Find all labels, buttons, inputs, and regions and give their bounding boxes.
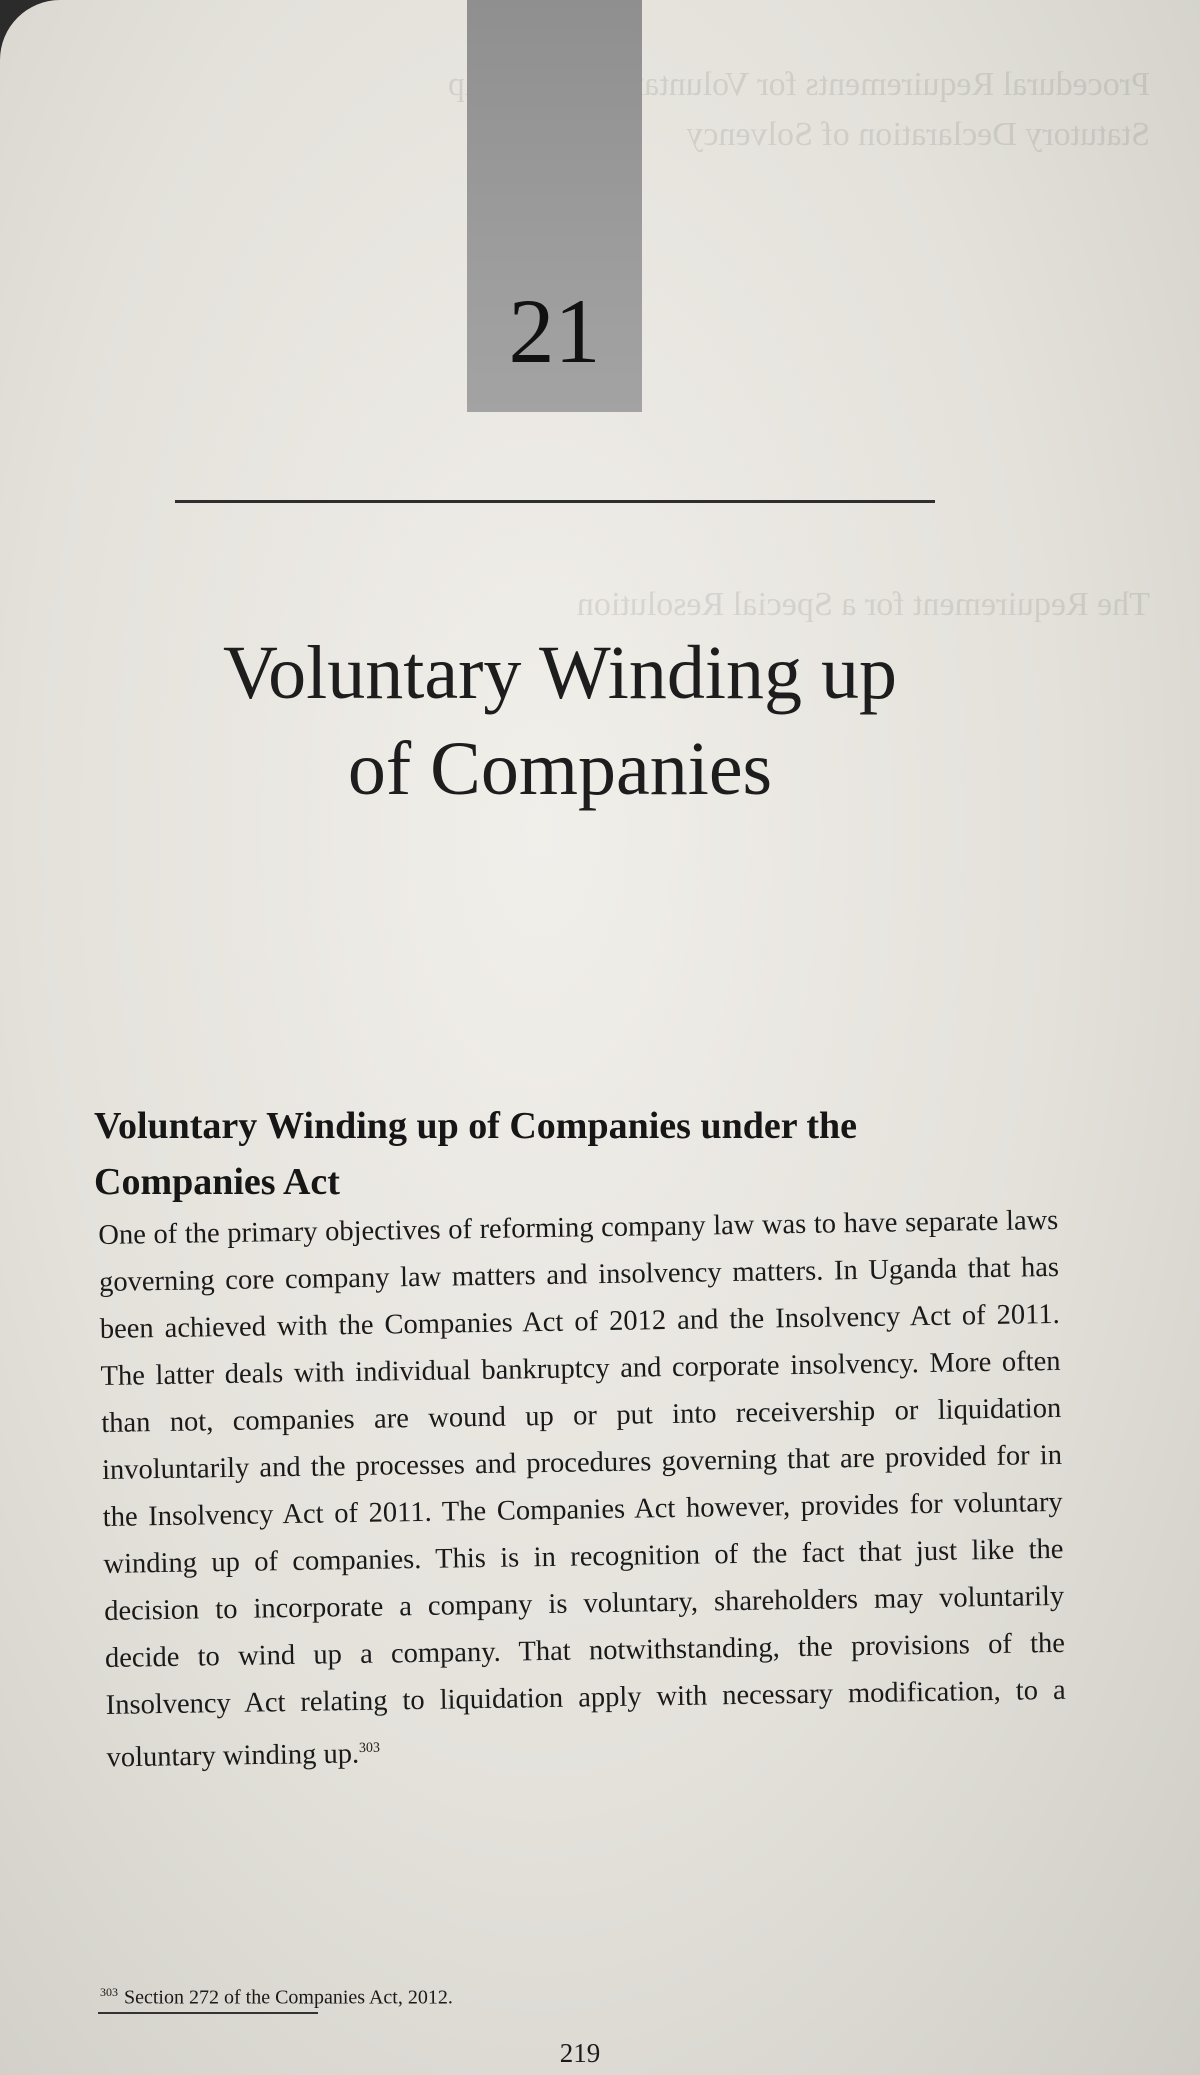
bleed-through-line: Statutory Declaration of Solvency — [686, 116, 1150, 153]
section-heading-line-1: Voluntary Winding up of Companies under the — [94, 1105, 858, 1147]
chapter-title-line-1: Voluntary Winding up — [223, 631, 897, 715]
chapter-title — [120, 625, 1000, 817]
section-heading — [94, 1098, 1034, 1210]
page-number: 219 — [559, 2038, 601, 2068]
bleed-through-line: Procedural Requirements for Voluntary Winding up — [447, 66, 1150, 103]
title-divider — [175, 500, 935, 503]
chapter-title-line-2: of Companies — [347, 727, 773, 811]
footnote-text: Section 272 of the Companies Act, 2012. — [124, 1986, 453, 2009]
footnote-number: 303 — [100, 1985, 118, 1999]
chapter-number: 21 — [508, 280, 601, 382]
bleed-through-text — [250, 60, 1150, 630]
bleed-through-line: The Requirement for a Special Resolution — [576, 586, 1150, 623]
footnote-divider — [98, 2012, 318, 2014]
footnote — [100, 1985, 800, 2010]
body-paragraph — [98, 1197, 1067, 1782]
footnote-reference[interactable]: 303 — [358, 1740, 381, 1756]
section-heading-line-2: Companies Act — [94, 1161, 340, 1203]
body-paragraph-text: One of the primary objectives of reforming company law was to have separate laws governing core company law matters and insolvency matters. In Uganda that has been achieved with the Companies Act of 2012 and the Insolvency Act of 2011. The latter deals with individual bankruptcy and corporate insolvency. More often than not, companies are wound up or put into receivership or liquidation involuntarily and the processes and procedures governing that are provided for in the Insolvency Act of 2011. The Companies Act however, provides for voluntary winding up of companies. This is in recognition of the fact that just like the decision to incorporate a company is voluntary, shareholders may voluntarily decide to wind up a company. That notwithstanding, the provisions of the Insolvency Act relating to liquidation apply with necessary modification, to a voluntary winding up. — [98, 1204, 1066, 1774]
